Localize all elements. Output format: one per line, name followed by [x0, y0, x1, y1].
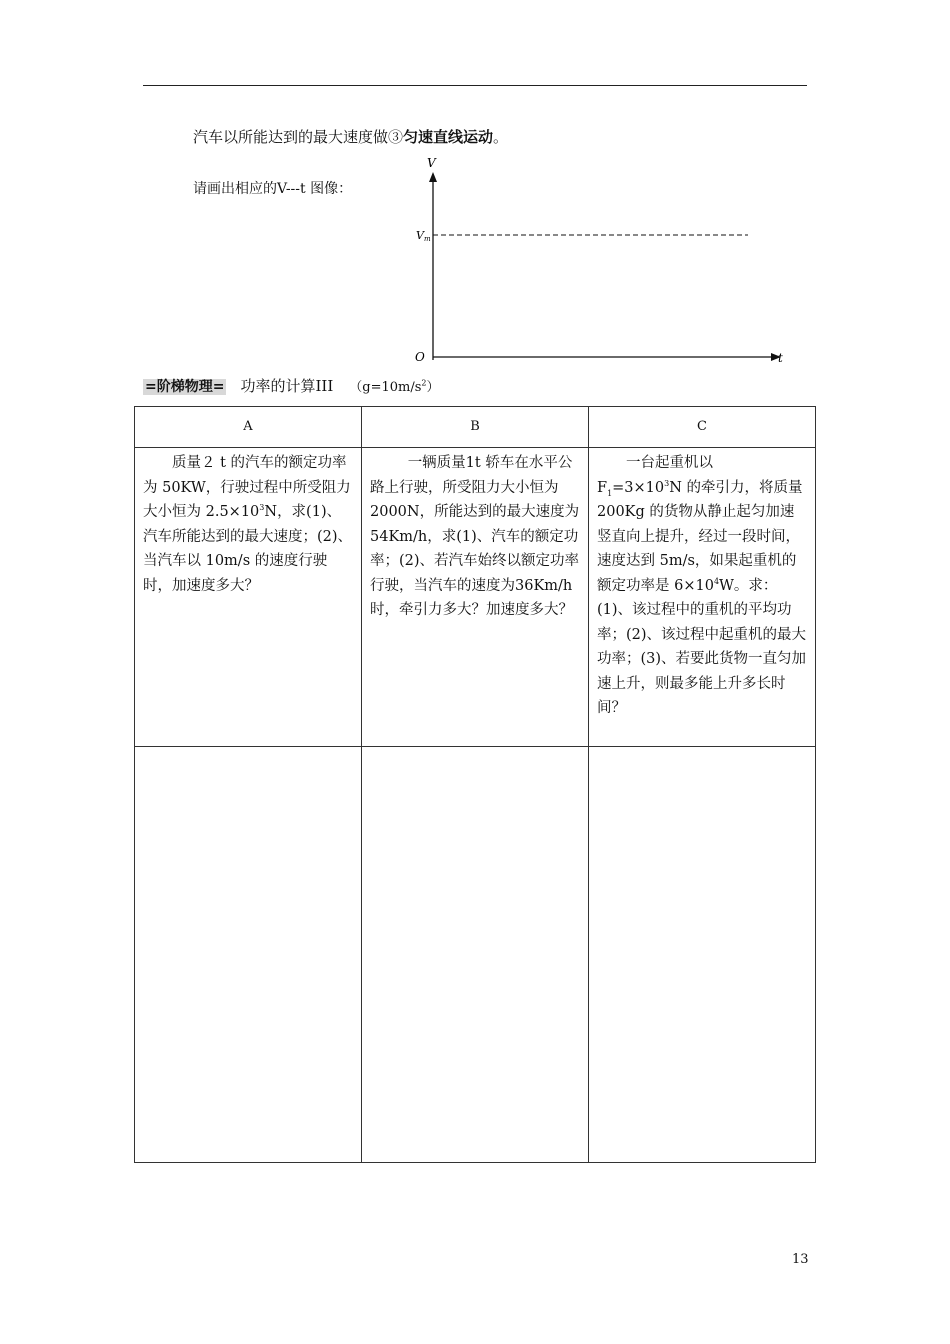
gravity-note: $(g=10m/s^2)$: [349, 378, 440, 395]
intro-line: 汽车以所能达到的最大速度做③匀速直线运动。: [193, 128, 509, 146]
y-axis-label: V: [427, 156, 436, 170]
column-header-c: C: [589, 407, 816, 448]
problem-a: 质量２ t 的汽车的额定功率为 50KW，行驶过程中所受阻力大小恒为 $2.5\times 10^3N$，求(1)、汽车所能达到的最大速度；(2)、当汽车以 10m/s 的速度行驶时，加速度多大？: [135, 448, 362, 747]
column-header-a: A: [135, 407, 362, 448]
section-title: 功率的计算III: [240, 377, 334, 395]
question-row: [135, 448, 816, 747]
origin-label: O: [415, 350, 425, 364]
problem-b: 一辆质量1t 轿车在水平公路上行驶，所受阻力大小恒为2000N，所能达到的最大速度为54Km/h，求(1)、汽车的额定功率；(2)、若汽车始终以额定功率行驶，当汽车的速度为36Km/h时，牵引力多大？加速度多大？: [362, 448, 589, 747]
y-axis-arrow: [429, 172, 437, 182]
problem-c: 一台起重机以 $F_1=3\times 10^3N$ 的牵引力，将质量200Kg 的货物从静止起匀加速竖直向上提升，经过一段时间，速度达到 5m/s，如果起重机的额定功率是 $6\times 10^4W$。求：(1)、该过程中的重机的平均功率；(2)、该过程中起重机的最大功率；(3)、若要此货物一直匀加速上升，则最多能上升多长时间？: [589, 448, 816, 747]
problem-table: [134, 406, 816, 1163]
answer-row: [135, 747, 816, 1163]
section-heading: [143, 375, 440, 396]
column-header-b: B: [362, 407, 589, 448]
header-row: [135, 407, 816, 448]
vm-label: Vm: [416, 229, 431, 243]
header-rule: [143, 85, 807, 86]
x-axis-label: t: [778, 351, 783, 365]
bold-phrase: 匀速直线运动: [403, 128, 494, 146]
vt-graph: [405, 150, 795, 375]
answer-cell-b[interactable]: [362, 747, 589, 1163]
answer-cell-c[interactable]: [589, 747, 816, 1163]
page-number: 13: [792, 1252, 809, 1267]
instruction-line: 请画出相应的V---t 图像：: [193, 181, 353, 197]
section-tag: =阶梯物理=: [145, 379, 225, 395]
answer-cell-a[interactable]: [135, 747, 362, 1163]
